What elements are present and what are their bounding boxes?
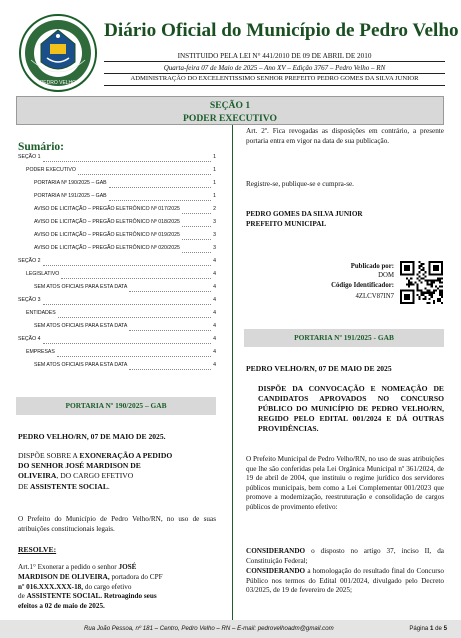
closing-text: Registre-se, publique-se e cumpra-se.	[246, 180, 354, 188]
toc-entry-page: 4	[213, 271, 216, 277]
toc-entry-page: 1	[213, 180, 216, 186]
considerando-2: CONSIDERANDO a homologação do resultado final do Concurso Público nos termos do Edital 001/2024, divulgado pelo Decreto 03/2025, de 19 de fevereiro de 2025;	[246, 567, 444, 595]
toc-leader-dots	[109, 200, 211, 201]
section-banner	[16, 96, 444, 125]
header-rule	[104, 73, 445, 74]
portaria-191-preamble: O Prefeito Municipal de Pedro Velho/RN, no uso de suas atribuições que lhe são conferidas pela Lei Orgânica Municipal nº 361/2024, de 19 de abril de 2004, que instituiu o regime jurídico dos servidores públicos municipais, bem como a Lei Complementar 001/2023 que promove a modernização, reestruturação e consolidação de cargos públicos de provimento efetivo:	[246, 455, 444, 511]
toc-leader-dots	[78, 174, 211, 175]
toc-entry-page: 4	[213, 310, 216, 316]
toc-entry-text: PORTARIA Nº 190/2025 – GAB	[34, 180, 107, 186]
edition-line: Quarta-feira 07 de Maio de 2025 – Ano XV – Edição 3767 – Pedro Velho – RN	[163, 64, 386, 72]
portaria-190-article-1: Art.1° Exonerar a pedido o senhor JOSÉ MARDISON DE OLIVEIRA, portadora do CPF nº 016.XXX.XXX-18, do cargo efetivo de ASSISTENTE SOCIAL. Retroagindo seus efeitos a 02 de maio de 2025.	[18, 563, 163, 611]
toc-entry[interactable]	[18, 219, 216, 229]
toc-entry[interactable]	[18, 245, 216, 255]
toc-entry-text: ENTIDADES	[26, 310, 56, 316]
toc-leader-dots	[182, 226, 211, 227]
toc-entry[interactable]	[18, 232, 216, 242]
newspaper-title: Diário Oficial do Município de Pedro Velho	[104, 20, 459, 41]
portaria-190-resolve: RESOLVE:	[18, 545, 57, 554]
portaria-190-heading: PORTARIA Nº 190/2025 – GAB	[16, 397, 216, 415]
published-by-value: DOM	[378, 272, 394, 279]
svg-text:PEDRO VELHO: PEDRO VELHO	[39, 80, 77, 86]
page-footer	[0, 620, 461, 638]
toc-leader-dots	[57, 356, 211, 357]
toc-entry-text: EMPRESAS	[26, 349, 55, 355]
column-divider	[232, 125, 233, 620]
portaria-191-heading: PORTARIA Nº 191/2025 - GAB	[244, 329, 444, 347]
identifier-value: 4ZLCV87IN7	[355, 293, 394, 300]
toc-entry[interactable]	[18, 349, 216, 359]
toc-entry-page: 4	[213, 258, 216, 264]
toc-entry-text: AVISO DE LICITAÇÃO – PREGÃO ELETRÔNICO Nº 019/2025	[34, 232, 180, 238]
toc-entry-page: 4	[213, 284, 216, 290]
portaria-190-date: PEDRO VELHO/RN, 07 DE MAIO DE 2025.	[18, 432, 166, 441]
toc-entry-page: 4	[213, 297, 216, 303]
toc-entry-page: 3	[213, 245, 216, 251]
toc-entry-page: 4	[213, 349, 216, 355]
toc-entry[interactable]	[18, 362, 216, 372]
toc-entry[interactable]	[18, 167, 216, 177]
toc-entry-text: SEM ATOS OFICIAIS PARA ESTA DATA	[34, 284, 128, 290]
toc-entry-page: 3	[213, 232, 216, 238]
toc-leader-dots	[43, 304, 211, 305]
toc-leader-dots	[129, 291, 211, 292]
published-by-label: Publicado por:	[350, 263, 394, 270]
portaria-191-subject: DISPÕE DA CONVOCAÇÃO E NOMEAÇÃO DE CANDIDATOS APROVADOS NO CONCURSO PÚBLICO DO MUNICÍPIO DE PEDRO VELHO/RN, REGIDO PELO EDITAL 001/2024 E DÁ OUTRAS PROVIDÊNCIAS.	[258, 384, 444, 433]
toc-entry-text: SEÇÃO 4	[18, 336, 41, 342]
summary-heading: Sumário:	[18, 141, 64, 153]
toc-leader-dots	[43, 161, 211, 162]
footer-address: Rua João Pessoa, nº 181 – Centro, Pedro Velho – RN – E-mail: pedrovelhoadm@gmail.com	[84, 625, 334, 632]
toc-entry[interactable]	[18, 336, 216, 346]
toc-entry-text: SEÇÃO 2	[18, 258, 41, 264]
institution-line: INSTITUIDO PELA LEI N° 441/2010 DE 09 DE ABRIL DE 2010	[177, 52, 372, 60]
toc-entry-text: SEM ATOS OFICIAIS PARA ESTA DATA	[34, 362, 128, 368]
toc-entry[interactable]	[18, 258, 216, 268]
toc-entry[interactable]	[18, 310, 216, 320]
portaria-190-subject: DISPÕE SOBRE A EXONERAÇÃO A PEDIDO DO SENHOR JOSÉ MARDISON DE OLIVEIRA, DO CARGO EFETIVO DE ASSISTENTE SOCIAL.	[18, 451, 173, 491]
portaria-191-date: PEDRO VELHO/RN, 07 DE MAIO DE 2025	[246, 364, 392, 373]
toc-entry-text: AVISO DE LICITAÇÃO – PREGÃO ELETRÔNICO Nº 018/2025	[34, 219, 180, 225]
toc-leader-dots	[58, 317, 211, 318]
toc-entry-text: AVISO DE LICITAÇÃO – PREGÃO ELETRÔNICO Nº 017/2025	[34, 206, 180, 212]
header-rule	[104, 85, 445, 86]
municipal-seal-logo	[19, 14, 97, 92]
signer-title: PREFEITO MUNICIPAL	[246, 220, 327, 228]
toc-leader-dots	[43, 265, 211, 266]
administration-line: ADMINISTRAÇÃO DO EXCELENTISSIMO SENHOR PREFEITO PEDRO GOMES DA SILVA JUNIOR	[130, 75, 419, 82]
toc-entry-text: AVISO DE LICITAÇÃO – PREGÃO ELETRÔNICO Nº 020/2025	[34, 245, 180, 251]
article-2-text: Art. 2º. Fica revogadas as disposições em contrário, a presente portaria entra em vigor na data de sua publicação.	[246, 127, 444, 145]
toc-leader-dots	[182, 252, 211, 253]
section-label: SEÇÃO 1	[209, 100, 251, 111]
toc-leader-dots	[182, 239, 211, 240]
toc-entry[interactable]	[18, 271, 216, 281]
toc-entry-page: 4	[213, 323, 216, 329]
considerando-1: CONSIDERANDO o disposto no artigo 37, inciso II, da Constituição Federal;	[246, 547, 444, 565]
toc-leader-dots	[129, 330, 211, 331]
toc-entry-page: 4	[213, 336, 216, 342]
signer-name: PEDRO GOMES DA SILVA JUNIOR	[246, 210, 363, 218]
toc-entry[interactable]	[18, 154, 216, 164]
toc-entry[interactable]	[18, 323, 216, 333]
toc-entry[interactable]	[18, 297, 216, 307]
qr-code-icon	[400, 261, 443, 304]
toc-entry[interactable]	[18, 284, 216, 294]
toc-entry[interactable]	[18, 180, 216, 190]
toc-entry-text: PORTARIA Nº 191/2025 – GAB	[34, 193, 107, 199]
portaria-190-preamble: O Prefeito do Município de Pedro Velho/RN, no uso de suas atribuições constitucionais legais.	[18, 515, 216, 533]
page-number: Página 1 de 5	[409, 625, 447, 632]
toc-entry-page: 1	[213, 167, 216, 173]
toc-entry-page: 4	[213, 362, 216, 368]
toc-leader-dots	[182, 213, 211, 214]
toc-entry-page: 3	[213, 219, 216, 225]
toc-leader-dots	[109, 187, 211, 188]
toc-leader-dots	[43, 343, 211, 344]
toc-entry-page: 1	[213, 193, 216, 199]
toc-leader-dots	[61, 278, 211, 279]
toc-entry-page: 2	[213, 206, 216, 212]
toc-entry-text: SEM ATOS OFICIAIS PARA ESTA DATA	[34, 323, 128, 329]
toc-entry-text: SEÇÃO 1	[18, 154, 41, 160]
identifier-label: Código Identificador:	[331, 282, 394, 289]
toc-entry-page: 1	[213, 154, 216, 160]
toc-entry-text: LEGISLATIVO	[26, 271, 60, 277]
toc-entry-text: PODER EXECUTIVO	[26, 167, 76, 173]
toc-entry[interactable]	[18, 206, 216, 216]
toc-leader-dots	[129, 369, 211, 370]
toc-entry[interactable]	[18, 193, 216, 203]
section-name: PODER EXECUTIVO	[183, 113, 277, 124]
header-rule	[104, 61, 445, 62]
toc-entry-text: SEÇÃO 3	[18, 297, 41, 303]
